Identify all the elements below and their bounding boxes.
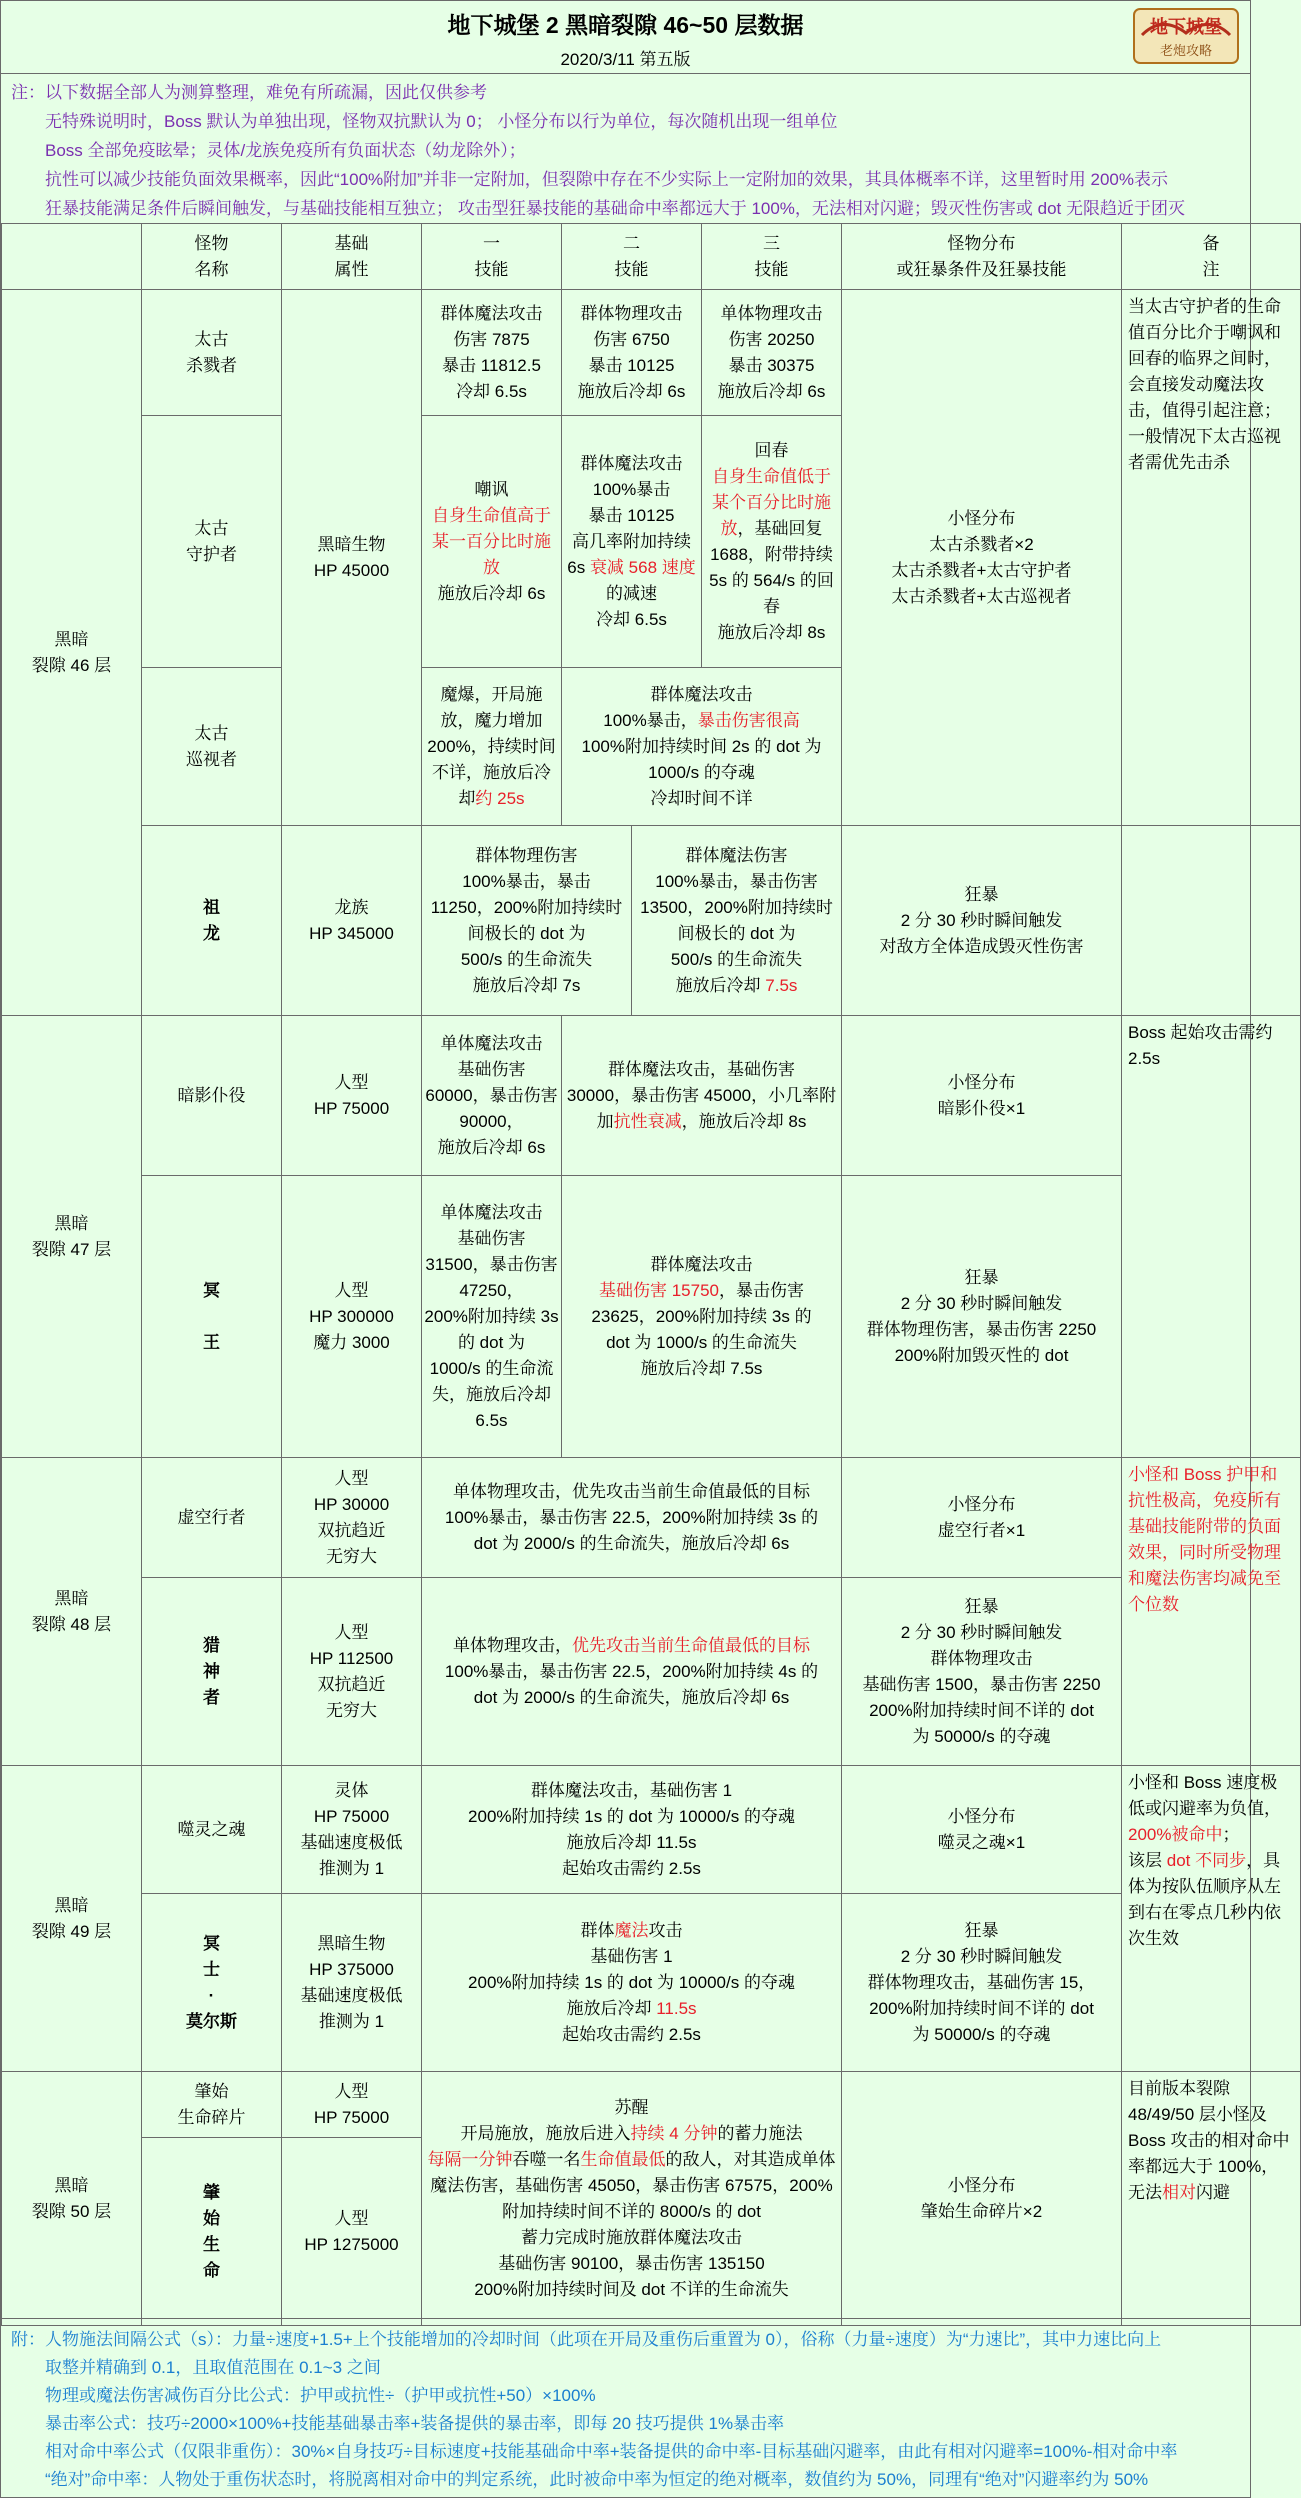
col-skill2: 二 技能 — [562, 224, 702, 290]
table-row — [2, 1894, 1301, 2072]
footer-line: 附：人物施法间隔公式（s）：力量÷速度+1.5+上个技能增加的冷却时间（此项在开局及重伤后重置为 0），俗称（力量÷速度）为“力速比”，其中力速比向上 — [11, 2330, 1162, 2349]
distribution-cell: 小怪分布 肇始生命碎片×2 — [842, 2072, 1122, 2326]
floor-label: 黑暗 裂隙 48 层 — [2, 1458, 142, 1766]
game-logo — [1132, 5, 1240, 67]
remark-cell: Boss 起始攻击需约 2.5s — [1122, 1016, 1301, 1458]
boss-name: 冥 王 — [142, 1176, 282, 1458]
skill-cell: 群体魔法攻击，基础伤害 30000，暴击伤害 45000，小几率附加抗性衰减，施放后冷却 8s — [562, 1016, 842, 1176]
table-row — [2, 1016, 1301, 1176]
boss-name: 肇 始 生 命 — [142, 2138, 282, 2326]
table-row — [2, 2072, 1301, 2138]
base-attr: 人型 HP 112500 双抗趋近 无穷大 — [282, 1578, 422, 1766]
monster-name: 太古 杀戮者 — [142, 290, 282, 416]
skill-cell: 单体魔法攻击 基础伤害 31500，暴击伤害 47250， 200%附加持续 3s 的 dot 为 1000/s 的生命流失，施放后冷却 6.5s — [422, 1176, 562, 1458]
note-line: Boss 全部免疫眩晕；灵体/龙族免疫所有负面状态（幼龙除外）； — [45, 141, 526, 160]
svg-text:老炮攻略: 老炮攻略 — [1159, 43, 1213, 58]
table-row — [2, 826, 1301, 1016]
skill-cell: 群体魔法攻击 伤害 7875 暴击 11812.5 冷却 6.5s — [422, 290, 562, 416]
rage-cell: 狂暴 2 分 30 秒时瞬间触发 群体物理攻击 基础伤害 1500，暴击伤害 2250 200%附加持续时间不详的 dot 为 50000/s 的夺魂 — [842, 1578, 1122, 1766]
floor-label: 黑暗 裂隙 50 层 — [2, 2072, 142, 2326]
monster-name: 太古 守护者 — [142, 416, 282, 668]
boss-name: 冥 士 · 莫尔斯 — [142, 1894, 282, 2072]
base-attr: 人型 HP 75000 — [282, 2072, 422, 2138]
col-distribution: 怪物分布 或狂暴条件及狂暴技能 — [842, 224, 1122, 290]
base-attr: 龙族 HP 345000 — [282, 826, 422, 1016]
monster-name: 太古 巡视者 — [142, 668, 282, 826]
table-row — [2, 1766, 1301, 1894]
skill-cell: 群体魔法攻击 100%暴击，暴击伤害很高 100%附加持续时间 2s 的 dot 为 1000/s 的夺魂 冷却时间不详 — [562, 668, 842, 826]
skill-cell: 群体魔法攻击 基础伤害 1 200%附加持续 1s 的 dot 为 10000/s 的夺魂 施放后冷却 11.5s 起始攻击需约 2.5s — [422, 1894, 842, 2072]
monster-name: 虚空行者 — [142, 1458, 282, 1578]
footer-line: “绝对”命中率：人物处于重伤状态时，将脱离相对命中的判定系统，此时被命中率为恒定的绝对概率，数值约为 50%，同理有“绝对”闪避率约为 50% — [45, 2470, 1149, 2489]
footer-line: 相对命中率公式（仅限非重伤）：30%×自身技巧÷目标速度+技能基础命中率+装备提供的命中率-目标基础闪避率，由此有相对闪避率=100%-相对命中率 — [45, 2442, 1178, 2461]
rage-cell: 狂暴 2 分 30 秒时瞬间触发 群体物理伤害，暴击伤害 2250 200%附加毁灭性的 dot — [842, 1176, 1122, 1458]
skill-cell: 单体物理攻击，优先攻击当前生命值最低的目标 100%暴击，暴击伤害 22.5，200%附加持续 3s 的 dot 为 2000/s 的生命流失，施放后冷却 6s — [422, 1458, 842, 1578]
footer-line: 暴击率公式：技巧÷2000×100%+技能基础暴击率+装备提供的暴击率，即每 20 技巧提供 1%暴击率 — [45, 2414, 785, 2433]
table-row — [2, 1578, 1301, 1766]
distribution-cell: 小怪分布 太古杀戮者×2 太古杀戮者+太古守护者 太古杀戮者+太古巡视者 — [842, 290, 1122, 826]
boss-name: 猎 神 者 — [142, 1578, 282, 1766]
monster-name: 肇始 生命碎片 — [142, 2072, 282, 2138]
rage-cell: 狂暴 2 分 30 秒时瞬间触发 对敌方全体造成毁灭性伤害 — [842, 826, 1122, 1016]
floor-label: 黑暗 裂隙 49 层 — [2, 1766, 142, 2072]
monster-name: 暗影仆役 — [142, 1016, 282, 1176]
skill-cell: 群体魔法伤害 100%暴击，暴击伤害 13500，200%附加持续时间极长的 dot 为 500/s 的生命流失 施放后冷却 7.5s — [632, 826, 842, 1016]
footer-formulas — [1, 2318, 1250, 2498]
skill-cell: 群体物理攻击 伤害 6750 暴击 10125 施放后冷却 6s — [562, 290, 702, 416]
remark-cell: 当太古守护者的生命值百分比介于嘲讽和回春的临界之间时，会直接发动魔法攻击，值得引起注意； 一般情况下太古巡视者需优先击杀 — [1122, 290, 1301, 826]
table-header-row — [2, 224, 1301, 290]
note-line: 无特殊说明时，Boss 默认为单独出现，怪物双抗默认为 0； 小怪分布以行为单位，每次随机出现一组单位 — [45, 112, 838, 131]
table-row — [2, 290, 1301, 416]
skill-cell: 单体物理攻击，优先攻击当前生命值最低的目标 100%暴击，暴击伤害 22.5，200%附加持续 4s 的 dot 为 2000/s 的生命流失，施放后冷却 6s — [422, 1578, 842, 1766]
skill-cell: 魔爆，开局施放，魔力增加 200%，持续时间不详，施放后冷却约 25s — [422, 668, 562, 826]
base-attr: 人型 HP 300000 魔力 3000 — [282, 1176, 422, 1458]
col-remark: 备 注 — [1122, 224, 1301, 290]
page-title: 地下城堡 2 黑暗裂隙 46~50 层数据 — [447, 12, 804, 38]
col-skill3: 三 技能 — [702, 224, 842, 290]
col-monster: 怪物 名称 — [142, 224, 282, 290]
skill-cell: 群体魔法攻击 100%暴击 暴击 10125 高几率附加持续 6s 衰减 568 速度的减速 冷却 6.5s — [562, 416, 702, 668]
remark-cell: 目前版本裂隙 48/49/50 层小怪及 Boss 攻击的相对命中率都远大于 100%，无法相对闪避 — [1122, 2072, 1301, 2326]
footer-line: 物理或魔法伤害减伤百分比公式：护甲或抗性÷（护甲或抗性+50）×100% — [45, 2386, 596, 2405]
skill-cell: 群体物理伤害 100%暴击，暴击 11250，200%附加持续时间极长的 dot 为 500/s 的生命流失 施放后冷却 7s — [422, 826, 632, 1016]
base-attr: 黑暗生物 HP 45000 — [282, 290, 422, 826]
table-row — [2, 1458, 1301, 1578]
version-subtitle: 2020/3/11 第五版 — [560, 50, 691, 69]
skill-cell: 单体魔法攻击 基础伤害 60000，暴击伤害 90000， 施放后冷却 6s — [422, 1016, 562, 1176]
skill-cell: 嘲讽 自身生命值高于某一百分比时施放 施放后冷却 6s — [422, 416, 562, 668]
distribution-cell: 小怪分布 暗影仆役×1 — [842, 1016, 1122, 1176]
rage-cell: 狂暴 2 分 30 秒时瞬间触发 群体物理攻击，基础伤害 15， 200%附加持续时间不详的 dot 为 50000/s 的夺魂 — [842, 1894, 1122, 2072]
note-line: 注：以下数据全部人为测算整理，难免有所疏漏，因此仅供参考 — [11, 83, 487, 102]
boss-name: 祖 龙 — [142, 826, 282, 1016]
distribution-cell: 小怪分布 噬灵之魂×1 — [842, 1766, 1122, 1894]
remark-cell: 小怪和 Boss 护甲和抗性极高，免疫所有基础技能附带的负面效果，同时所受物理和魔法伤害均减免至个位数 — [1122, 1458, 1301, 1766]
floor-label: 黑暗 裂隙 46 层 — [2, 290, 142, 1016]
distribution-cell: 小怪分布 虚空行者×1 — [842, 1458, 1122, 1578]
skill-cell: 单体物理攻击 伤害 20250 暴击 30375 施放后冷却 6s — [702, 290, 842, 416]
skill-cell: 群体魔法攻击，基础伤害 1 200%附加持续 1s 的 dot 为 10000/s 的夺魂 施放后冷却 11.5s 起始攻击需约 2.5s — [422, 1766, 842, 1894]
monster-table — [1, 223, 1301, 2326]
notes-section — [1, 73, 1250, 224]
svg-text:地下城堡: 地下城堡 — [1150, 17, 1222, 37]
col-base: 基础 属性 — [282, 224, 422, 290]
note-line: 狂暴技能满足条件后瞬间触发，与基础技能相互独立； 攻击型狂暴技能的基础命中率都远大于 100%，无法相对闪避；毁灭性伤害或 dot 无限趋近于团灭 — [45, 199, 1186, 218]
monster-name: 噬灵之魂 — [142, 1766, 282, 1894]
remark-cell: 小怪和 Boss 速度极低或闪避率为负值，200%被命中； 该层 dot 不同步，具体为按队伍顺序从左到右在零点几秒内依次生效 — [1122, 1766, 1301, 2072]
col-skill1: 一 技能 — [422, 224, 562, 290]
base-attr: 黑暗生物 HP 375000 基础速度极低 推测为 1 — [282, 1894, 422, 2072]
base-attr: 人型 HP 75000 — [282, 1016, 422, 1176]
table-row — [2, 1176, 1301, 1458]
note-line: 抗性可以减少技能负面效果概率，因此“100%附加”并非一定附加，但裂隙中存在不少实际上一定附加的效果，其具体概率不详，这里暂时用 200%表示 — [45, 170, 1169, 189]
skill-cell: 苏醒 开局施放，施放后进入持续 4 分钟的蓄力施法 每隔一分钟吞噬一名生命值最低的敌人，对其造成单体魔法伤害，基础伤害 45050，暴击伤害 67575，200%附加持续时间不详的 8000/s 的 dot 蓄力完成时施放群体魔法攻击 基础伤害 90100，暴击伤害 135150 200%附加持续时间及 dot 不详的生命流失 — [422, 2072, 842, 2326]
footer-line: 取整并精确到 0.1，且取值范围在 0.1~3 之间 — [45, 2358, 381, 2377]
base-attr: 灵体 HP 75000 基础速度极低 推测为 1 — [282, 1766, 422, 1894]
base-attr: 人型 HP 1275000 — [282, 2138, 422, 2326]
base-attr: 人型 HP 30000 双抗趋近 无穷大 — [282, 1458, 422, 1578]
skill-cell: 群体魔法攻击 基础伤害 15750，暴击伤害 23625，200%附加持续 3s 的 dot 为 1000/s 的生命流失 施放后冷却 7.5s — [562, 1176, 842, 1458]
floor-label: 黑暗 裂隙 47 层 — [2, 1016, 142, 1458]
header — [1, 1, 1250, 73]
skill-cell: 回春 自身生命值低于某个百分比时施放，基础回复 1688，附带持续 5s 的 564/s 的回春 施放后冷却 8s — [702, 416, 842, 668]
